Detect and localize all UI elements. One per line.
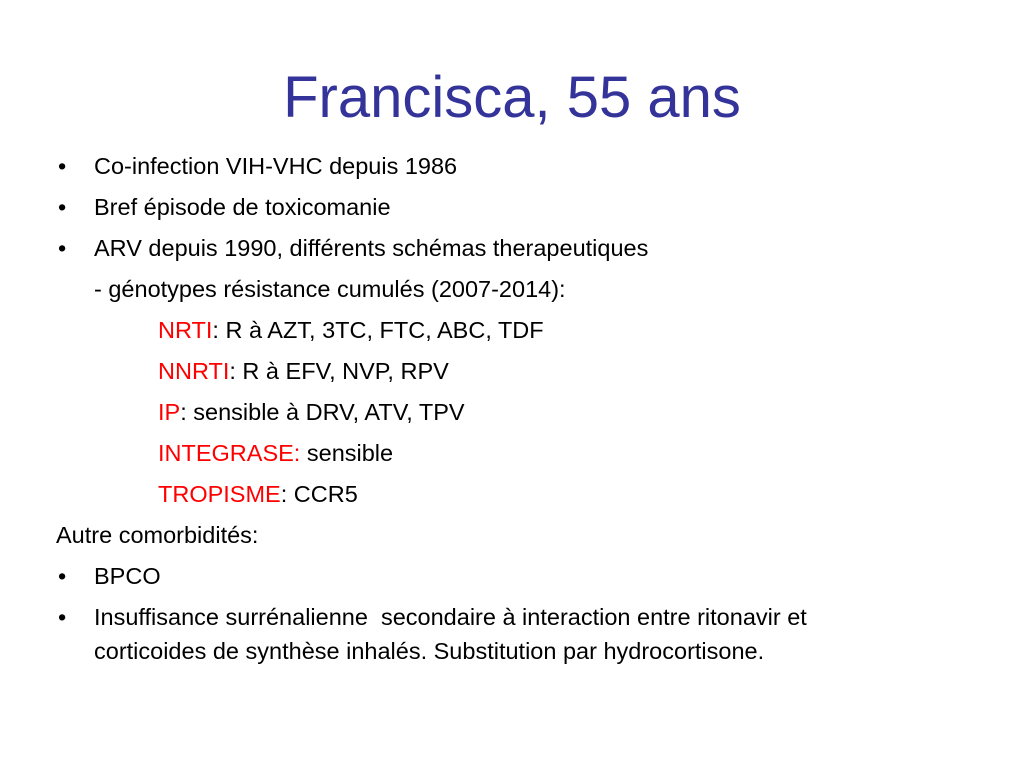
tropisme-label: TROPISME bbox=[158, 481, 281, 507]
item-toxicomanie: Bref épisode de toxicomanie bbox=[94, 194, 391, 220]
resistance-tropisme bbox=[158, 480, 358, 508]
item-insuffisance-line2: corticoides de synthèse inhalés. Substitution par hydrocortisone. bbox=[94, 638, 765, 664]
nnrti-text: : R à EFV, NVP, RPV bbox=[229, 358, 449, 384]
resistance-ip bbox=[158, 398, 465, 426]
resistance-nnrti bbox=[158, 357, 449, 385]
bullet-icon: • bbox=[58, 194, 67, 220]
integrase-text: sensible bbox=[300, 440, 394, 466]
resistance-integrase bbox=[158, 439, 393, 467]
nrti-text: : R à AZT, 3TC, FTC, ABC, TDF bbox=[212, 317, 544, 343]
slide-title: Francisca, 55 ans bbox=[283, 65, 741, 130]
bullet-icon: • bbox=[58, 235, 67, 261]
bullet-icon: • bbox=[58, 153, 67, 179]
nnrti-label: NNRTI bbox=[158, 358, 230, 384]
tropisme-text: : CCR5 bbox=[280, 481, 358, 507]
integrase-label: INTEGRASE: bbox=[158, 440, 301, 466]
nrti-label: NRTI bbox=[158, 317, 213, 343]
ip-text: : sensible à DRV, ATV, TPV bbox=[180, 399, 465, 425]
resistance-nrti bbox=[158, 316, 544, 344]
bullet-icon: • bbox=[58, 563, 67, 589]
item-genotypes: - génotypes résistance cumulés (2007-2014): bbox=[94, 276, 566, 302]
item-coinfection: Co-infection VIH-VHC depuis 1986 bbox=[94, 153, 458, 179]
item-arv: ARV depuis 1990, différents schémas therapeutiques bbox=[94, 235, 649, 261]
ip-label: IP bbox=[158, 399, 181, 425]
bullet-icon: • bbox=[58, 604, 67, 630]
comorbidites-heading: Autre comorbidités: bbox=[56, 522, 259, 548]
item-bpco: BPCO bbox=[94, 563, 161, 589]
item-insuffisance-line1: Insuffisance surrénalienne secondaire à interaction entre ritonavir et bbox=[94, 604, 807, 630]
